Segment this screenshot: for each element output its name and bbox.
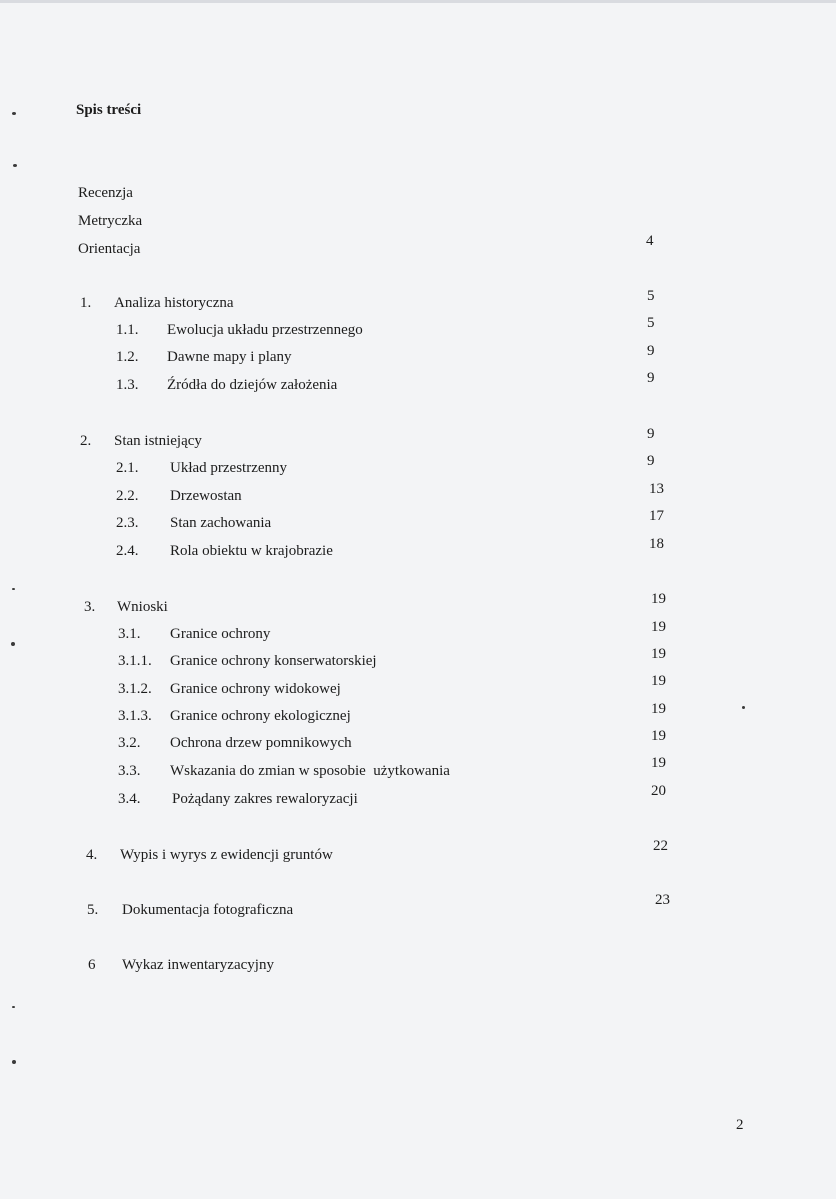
toc-sub-page: 19	[651, 646, 666, 662]
toc-sub-label: Granice ochrony konserwatorskiej	[170, 653, 377, 669]
scan-top-edge	[0, 0, 836, 3]
toc-section-page: 5	[647, 288, 655, 304]
scan-speck	[12, 588, 15, 590]
scan-speck	[12, 1060, 16, 1064]
toc-sub-number: 3.3.	[118, 763, 141, 779]
toc-sub-label: Stan zachowania	[170, 515, 272, 531]
toc-sub-number: 3.1.2.	[118, 681, 152, 697]
toc-section-number: 3.	[84, 599, 96, 615]
toc-sub-number: 3.2.	[118, 735, 141, 751]
toc-sub-page: 19	[651, 728, 666, 744]
toc-section-page: 9	[647, 426, 655, 442]
toc-sub-label: Ewolucja układu przestrzennego	[167, 322, 363, 338]
toc-sub-label: Pożądany zakres rewaloryzacji	[172, 791, 358, 807]
toc-sub-number: 2.3.	[116, 515, 139, 531]
toc-sub-number: 2.2.	[116, 488, 139, 504]
scan-speck	[742, 706, 745, 709]
toc-section-number: 1.	[80, 295, 92, 311]
page-number: 2	[736, 1117, 744, 1133]
toc-section-label: Wnioski	[117, 599, 168, 615]
toc-front-page: 4	[646, 233, 654, 249]
toc-sub-number: 1.3.	[116, 377, 139, 393]
toc-sub-page: 9	[647, 343, 655, 359]
scan-speck	[11, 642, 15, 646]
toc-sub-number: 1.2.	[116, 349, 139, 365]
toc-sub-page: 5	[647, 315, 655, 331]
toc-sub-number: 2.4.	[116, 543, 139, 559]
toc-sub-page: 9	[647, 453, 655, 469]
scan-speck	[12, 1006, 15, 1008]
toc-section-label: Wykaz inwentaryzacyjny	[122, 957, 274, 973]
toc-sub-page: 19	[651, 701, 666, 717]
toc-section-number: 4.	[86, 847, 98, 863]
toc-section-number: 2.	[80, 433, 92, 449]
toc-front-label: Orientacja	[78, 241, 141, 257]
toc-title: Spis treści	[76, 102, 142, 118]
toc-sub-label: Źródła do dziejów założenia	[167, 377, 338, 393]
toc-sub-label: Drzewostan	[170, 488, 242, 504]
toc-section-number: 5.	[87, 902, 99, 918]
toc-sub-label: Granice ochrony ekologicznej	[170, 708, 351, 724]
toc-sub-page: 9	[647, 370, 655, 386]
toc-sub-number: 1.1.	[116, 322, 139, 338]
toc-front-label: Recenzja	[78, 185, 133, 201]
toc-sub-page: 20	[651, 783, 666, 799]
toc-section-label: Dokumentacja fotograficzna	[122, 902, 294, 918]
toc-sub-page: 19	[651, 755, 666, 771]
toc-section-page: 22	[653, 838, 668, 854]
toc-sub-label: Granice ochrony	[170, 626, 271, 642]
toc-sub-label: Układ przestrzenny	[170, 460, 288, 476]
toc-sub-label: Granice ochrony widokowej	[170, 681, 341, 697]
toc-section-page: 19	[651, 591, 666, 607]
toc-sub-label: Ochrona drzew pomnikowych	[170, 735, 352, 751]
toc-sub-page: 19	[651, 673, 666, 689]
toc-section-page: 23	[655, 892, 670, 908]
toc-sub-number: 2.1.	[116, 460, 139, 476]
toc-section-label: Wypis i wyrys z ewidencji gruntów	[120, 847, 333, 863]
toc-sub-page: 13	[649, 481, 664, 497]
toc-sub-number: 3.1.1.	[118, 653, 152, 669]
toc-section-number: 6	[88, 957, 96, 973]
toc-sub-label: Dawne mapy i plany	[167, 349, 292, 365]
toc-sub-number: 3.1.3.	[118, 708, 152, 724]
toc-sub-label: Wskazania do zmian w sposobie użytkowania	[170, 763, 450, 779]
toc-section-label: Stan istniejący	[114, 433, 202, 449]
scan-speck	[12, 112, 16, 115]
toc-section-label: Analiza historyczna	[114, 295, 234, 311]
toc-sub-label: Rola obiektu w krajobrazie	[170, 543, 333, 559]
scan-speck	[13, 164, 17, 167]
toc-sub-page: 19	[651, 619, 666, 635]
toc-sub-number: 3.1.	[118, 626, 141, 642]
toc-sub-page: 17	[649, 508, 664, 524]
toc-front-label: Metryczka	[78, 213, 143, 229]
toc-sub-number: 3.4.	[118, 791, 141, 807]
toc-sub-page: 18	[649, 536, 664, 552]
